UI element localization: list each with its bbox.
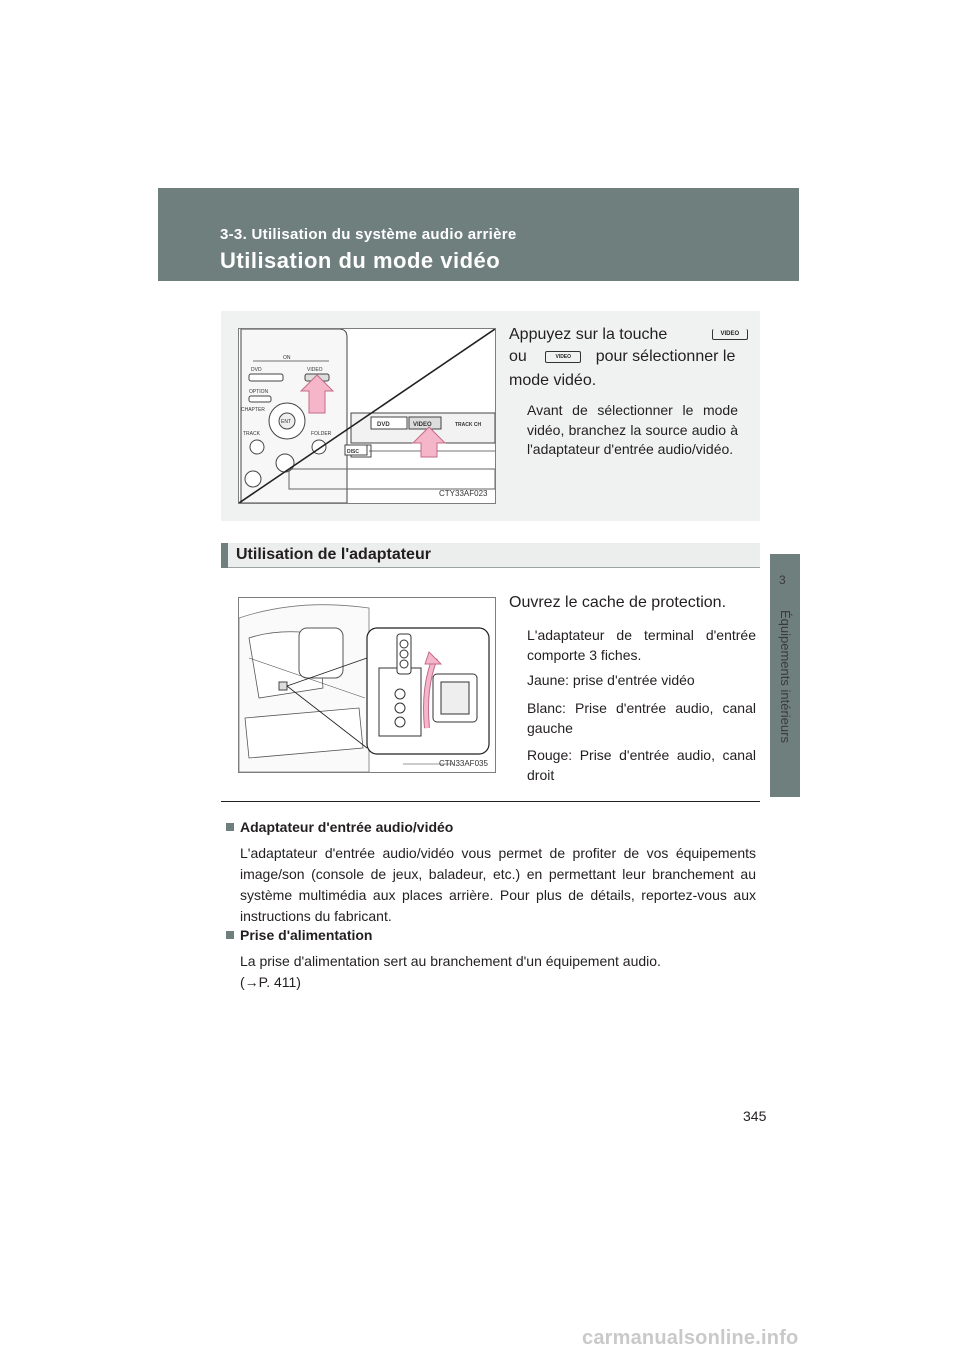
remote-control-figure: [238, 328, 496, 504]
video-button-label: VIDEO: [555, 353, 572, 360]
label-video: VIDEO: [307, 367, 323, 373]
watermark: carmanualsonline.info: [582, 1327, 799, 1349]
remote-control-illustration: [239, 329, 495, 503]
video-button-label: VIDEO: [720, 331, 740, 338]
adapter-detail-4: Rouge: Prise d'entrée audio, canal droit: [527, 747, 756, 783]
adapter-detail-2: Jaune: prise d'entrée vidéo: [527, 672, 695, 688]
adapter-illustration: [239, 598, 495, 772]
page-number: 345: [743, 1108, 767, 1124]
video-button-remote-icon: [712, 329, 748, 340]
chapter-label: Équipements intérieurs: [778, 610, 793, 743]
label-track: TRACK: [243, 431, 260, 437]
unit-track-ch: TRACK CH: [455, 422, 482, 428]
figure-code: CTY33AF023: [439, 489, 488, 498]
label-on: ON: [283, 355, 291, 361]
adapter-figure: [238, 597, 496, 773]
unit-dvd: DVD: [377, 422, 390, 428]
instruction-line-1: [509, 324, 752, 346]
unit-video: VIDEO: [413, 422, 432, 428]
bullet-square-icon: [226, 823, 234, 831]
note-heading-power-outlet: [226, 927, 372, 943]
chapter-number: 3: [779, 573, 786, 587]
label-ent: ENT: [281, 419, 291, 425]
adapter-instruction: Ouvrez le cache de protection.: [509, 594, 727, 611]
note-text-av-adapter: L'adaptateur d'entrée audio/vidéo vous permet de profiter de vos équipements image/son (console de jeux, baladeur, etc.) en permettant leur branchement au système multimédia aux places arrière. Pour plus de détails, reportez-vous aux instructions du fabricant.: [240, 845, 756, 924]
label-folder: FOLDER: [311, 431, 332, 437]
instruction-note: Avant de sélectionner le mode vidéo, branchez la source audio à l'adaptateur d'entrée audio/vidéo.: [527, 402, 738, 457]
page-reference-link[interactable]: (→P. 411): [240, 974, 301, 990]
instruction-text: pour sélectionner le: [595, 348, 736, 365]
label-option: OPTION: [249, 389, 269, 395]
instruction-line-3: mode vidéo.: [509, 372, 597, 389]
adapter-detail-3: Blanc: Prise d'entrée audio, canal gauche: [527, 700, 756, 736]
instruction-text: Appuyez sur la touche: [509, 326, 668, 343]
instruction-line-2: [509, 346, 738, 368]
subsection-title: Utilisation de l'adaptateur: [236, 546, 431, 563]
note-heading-av-adapter: [226, 819, 453, 835]
figure-code: CTN33AF035: [439, 759, 488, 768]
instruction-text: ou: [509, 348, 527, 365]
chapter-header: [158, 188, 799, 281]
video-button-unit-icon: [545, 351, 581, 363]
label-dvd: DVD: [251, 367, 262, 373]
section-divider: [221, 801, 760, 802]
note-heading-text: Prise d'alimentation: [240, 927, 373, 943]
subsection-rule: [228, 567, 760, 568]
subsection-heading: [221, 543, 760, 568]
label-chapter: CHAPTER: [241, 407, 265, 413]
adapter-detail-1: L'adaptateur de terminal d'entrée comporte 3 fiches.: [527, 627, 756, 663]
page-title: Utilisation du mode vidéo: [220, 248, 501, 273]
note-text-power-outlet: La prise d'alimentation sert au branchement d'un équipement audio.: [240, 953, 661, 969]
unit-disc: DISC: [347, 449, 359, 455]
note-heading-text: Adaptateur d'entrée audio/vidéo: [240, 819, 454, 835]
bullet-square-icon: [226, 931, 234, 939]
section-label: 3-3. Utilisation du système audio arrière: [220, 226, 517, 243]
